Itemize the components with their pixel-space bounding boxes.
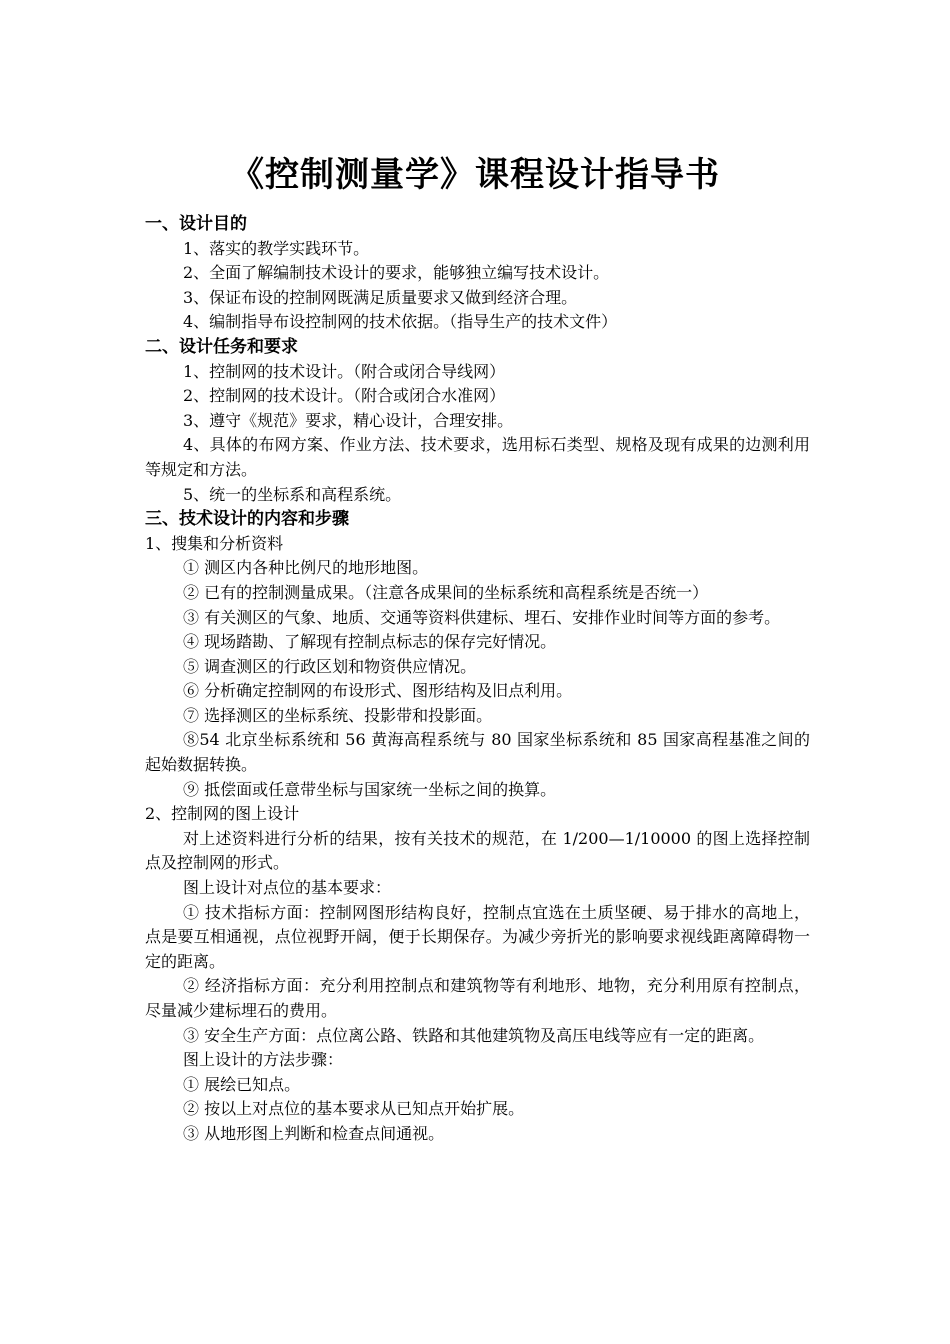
paragraph: 1、控制网的技术设计。（附合或闭合导线网） bbox=[183, 361, 506, 381]
section-heading-tasks: 二、设计任务和要求 bbox=[145, 336, 298, 357]
list-item: ⑦ 选择测区的坐标系统、投影带和投影面。 bbox=[183, 705, 493, 725]
document-body bbox=[145, 212, 810, 1147]
list-item: ② 按以上对点位的基本要求从已知点开始扩展。 bbox=[183, 1099, 525, 1119]
subsection-heading: 1、搜集和分析资料 bbox=[145, 533, 284, 553]
list-item: ③ 从地形图上判断和检查点间通视。 bbox=[183, 1123, 445, 1143]
list-item: ① 技术指标方面：控制网图形结构良好，控制点宜选在土质坚硬、易于排水的高地上，点是要互相通视，点位视野开阔，便于长期保存。为减少旁折光的影响要求视线距离障碍物一定的距离。 bbox=[145, 902, 810, 971]
paragraph: 5、统一的坐标系和高程系统。 bbox=[183, 484, 402, 504]
list-item: ② 经济指标方面：充分利用控制点和建筑物等有利地形、地物，充分利用原有控制点，尽量减少建标埋石的费用。 bbox=[145, 976, 810, 1020]
paragraph: 4、编制指导布设控制网的技术依据。（指导生产的技术文件） bbox=[183, 312, 618, 332]
list-item: ③ 安全生产方面：点位离公路、铁路和其他建筑物及高压电线等应有一定的距离。 bbox=[183, 1025, 765, 1045]
list-item: ① 展绘已知点。 bbox=[183, 1074, 301, 1094]
list-item: ④ 现场踏勘、了解现有控制点标志的保存完好情况。 bbox=[183, 632, 557, 652]
section-heading-content: 三、技术设计的内容和步骤 bbox=[145, 509, 349, 530]
document-title: 《控制测量学》课程设计指导书 bbox=[230, 155, 720, 195]
paragraph: 对上述资料进行分析的结果，按有关技术的规范，在 1/200—1/10000 的图上选择控制点及控制网的形式。 bbox=[145, 828, 810, 873]
paragraph: 3、遵守《规范》要求，精心设计，合理安排。 bbox=[183, 410, 514, 430]
subsection-heading: 2、控制网的图上设计 bbox=[145, 804, 300, 824]
paragraph: 3、保证布设的控制网既满足质量要求又做到经济合理。 bbox=[183, 287, 578, 307]
paragraph: 4、具体的布网方案、作业方法、技术要求，选用标石类型、规格及现有成果的边测利用等规定和方法。 bbox=[145, 435, 810, 479]
paragraph: 图上设计对点位的基本要求： bbox=[183, 878, 392, 898]
list-item: ① 测区内各种比例尺的地形地图。 bbox=[183, 558, 429, 578]
paragraph: 图上设计的方法步骤： bbox=[183, 1050, 344, 1070]
paragraph: 1、落实的教学实践环节。 bbox=[183, 238, 370, 258]
list-item: ⑤ 调查测区的行政区划和物资供应情况。 bbox=[183, 656, 477, 676]
list-item: ⑥ 分析确定控制网的布设形式、图形结构及旧点利用。 bbox=[183, 681, 573, 701]
list-item: ⑧54 北京坐标系统和 56 黄海高程系统与 80 国家坐标系统和 85 国家高程基准之间的起始数据转换。 bbox=[145, 730, 810, 775]
paragraph: 2、全面了解编制技术设计的要求，能够独立编写技术设计。 bbox=[183, 263, 610, 283]
paragraph: 2、控制网的技术设计。（附合或闭合水准网） bbox=[183, 386, 506, 406]
section-heading-purpose: 一、设计目的 bbox=[145, 214, 247, 234]
list-item: ⑨ 抵偿面或任意带坐标与国家统一坐标之间的换算。 bbox=[183, 779, 557, 799]
list-item: ③ 有关测区的气象、地质、交通等资料供建标、埋石、安排作业时间等方面的参考。 bbox=[183, 607, 781, 627]
list-item: ② 已有的控制测量成果。（注意各成果间的坐标系统和高程系统是否统一） bbox=[183, 582, 709, 602]
